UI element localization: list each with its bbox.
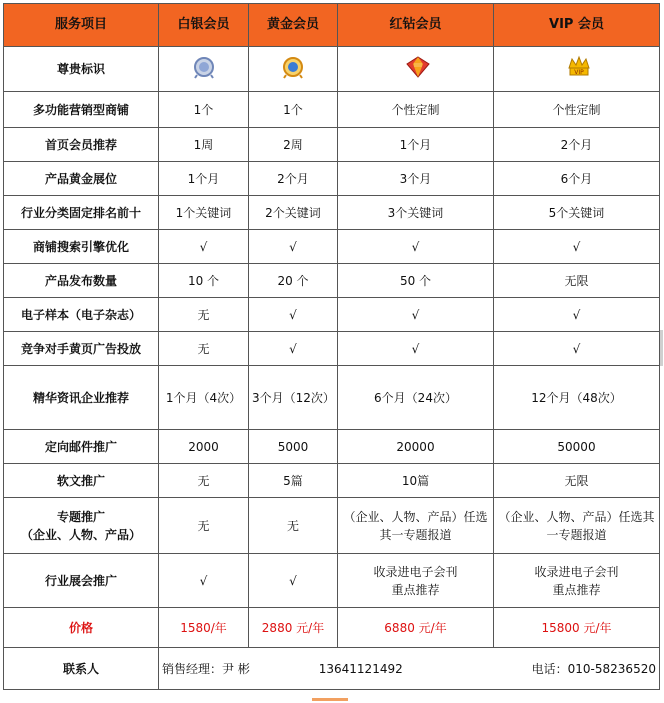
gold-medal-icon	[282, 55, 304, 77]
cell-vip: 12个月（48次）	[494, 366, 660, 430]
row-label: 精华资讯企业推荐	[4, 366, 159, 430]
svg-text:VIP: VIP	[573, 68, 584, 76]
table-row	[4, 554, 660, 608]
price-vip: 15800 元/年	[494, 608, 660, 648]
table-row	[4, 162, 660, 196]
table-row	[4, 264, 660, 298]
price-diamond: 6880 元/年	[338, 608, 494, 648]
cell-silver: 1个关键词	[159, 196, 249, 230]
cell-diamond: √	[338, 298, 494, 332]
row-label: 商铺搜索引擎优化	[4, 230, 159, 264]
cell-diamond: 50 个	[338, 264, 494, 298]
cell-gold: 3个月（12次）	[249, 366, 338, 430]
cell-vip: （企业、人物、产品）任选其一专题报道	[494, 498, 660, 554]
cell-gold: 2个月	[249, 162, 338, 196]
mobile-number: 13641121492	[318, 661, 403, 676]
cell-gold: 2周	[249, 128, 338, 162]
sales-manager: 销售经理：尹 彬	[162, 661, 250, 676]
cell-diamond: 6个月（24次）	[338, 366, 494, 430]
table-row	[4, 332, 660, 366]
vip-crown-icon	[566, 54, 588, 76]
cell-silver: 无	[159, 332, 249, 366]
silver-medal-icon	[193, 55, 215, 77]
cell-gold: 1个	[249, 92, 338, 128]
contact-label: 联系人	[4, 648, 159, 690]
cell-silver: 2000	[159, 430, 249, 464]
table-row	[4, 196, 660, 230]
cell-vip: 无限	[494, 464, 660, 498]
cell-diamond: √	[338, 332, 494, 366]
cell-silver: 无	[159, 298, 249, 332]
cell-silver: 1个月	[159, 162, 249, 196]
bottom-accent	[312, 698, 348, 701]
header-silver: 白银会员	[159, 4, 249, 47]
cell-gold: 5000	[249, 430, 338, 464]
cell-diamond: 20000	[338, 430, 494, 464]
membership-table	[3, 3, 660, 690]
contact-row	[4, 648, 660, 690]
price-row	[4, 608, 660, 648]
cell-diamond: 个性定制	[338, 92, 494, 128]
cell-gold: √	[249, 230, 338, 264]
cell-gold	[249, 47, 338, 92]
cell-diamond: 3个关键词	[338, 196, 494, 230]
table-row	[4, 298, 660, 332]
cell-diamond: 收录进电子会刊 重点推荐	[338, 554, 494, 608]
cell-gold: √	[249, 332, 338, 366]
table-row	[4, 128, 660, 162]
row-label: 专题推广 （企业、人物、产品）	[4, 498, 159, 554]
row-label: 行业展会推广	[4, 554, 159, 608]
cell-silver: 1个月（4次）	[159, 366, 249, 430]
cell-silver: 无	[159, 464, 249, 498]
table-row	[4, 230, 660, 264]
price-label: 价格	[4, 608, 159, 648]
cell-vip: 6个月	[494, 162, 660, 196]
table-row	[4, 92, 660, 128]
price-gold: 2880 元/年	[249, 608, 338, 648]
row-label: 尊贵标识	[4, 47, 159, 92]
cell-vip: √	[494, 298, 660, 332]
cell-silver: √	[159, 230, 249, 264]
cell-silver: √	[159, 554, 249, 608]
row-label: 产品黄金展位	[4, 162, 159, 196]
cell-vip: √	[494, 332, 660, 366]
cell-diamond: √	[338, 230, 494, 264]
cell-silver	[159, 47, 249, 92]
cell-diamond: （企业、人物、产品）任选其一专题报道	[338, 498, 494, 554]
cell-vip: 收录进电子会刊 重点推荐	[494, 554, 660, 608]
contact-info	[159, 648, 660, 690]
cell-silver: 1个	[159, 92, 249, 128]
table-row	[4, 430, 660, 464]
cell-gold: 2个关键词	[249, 196, 338, 230]
row-label: 软文推广	[4, 464, 159, 498]
row-label: 产品发布数量	[4, 264, 159, 298]
table-row	[4, 366, 660, 430]
cell-gold: 20 个	[249, 264, 338, 298]
row-label: 电子样本（电子杂志）	[4, 298, 159, 332]
cell-gold: 5篇	[249, 464, 338, 498]
cell-diamond: 3个月	[338, 162, 494, 196]
cell-gold: √	[249, 554, 338, 608]
red-diamond-icon	[405, 55, 427, 77]
cell-vip: 2个月	[494, 128, 660, 162]
cell-vip: 无限	[494, 264, 660, 298]
row-label: 行业分类固定排名前十	[4, 196, 159, 230]
cell-silver: 10 个	[159, 264, 249, 298]
cell-vip	[494, 47, 660, 92]
scrollbar-hint	[660, 330, 663, 366]
header-gold: 黄金会员	[249, 4, 338, 47]
table-row	[4, 47, 660, 92]
table-row	[4, 498, 660, 554]
header-vip: VIP 会员	[494, 4, 660, 47]
cell-diamond	[338, 47, 494, 92]
cell-vip: 5个关键词	[494, 196, 660, 230]
cell-gold: 无	[249, 498, 338, 554]
header-row	[4, 4, 660, 47]
table-row	[4, 464, 660, 498]
cell-diamond: 1个月	[338, 128, 494, 162]
cell-silver: 无	[159, 498, 249, 554]
price-silver: 1580/年	[159, 608, 249, 648]
row-label: 多功能营销型商铺	[4, 92, 159, 128]
header-service-item: 服务项目	[4, 4, 159, 47]
header-diamond: 红钻会员	[338, 4, 494, 47]
phone-number: 电话：010-58236520	[531, 661, 656, 676]
cell-gold: √	[249, 298, 338, 332]
row-label: 首页会员推荐	[4, 128, 159, 162]
cell-vip: √	[494, 230, 660, 264]
row-label: 竞争对手黄页广告投放	[4, 332, 159, 366]
cell-vip: 50000	[494, 430, 660, 464]
cell-diamond: 10篇	[338, 464, 494, 498]
row-label: 定向邮件推广	[4, 430, 159, 464]
cell-vip: 个性定制	[494, 92, 660, 128]
cell-silver: 1周	[159, 128, 249, 162]
